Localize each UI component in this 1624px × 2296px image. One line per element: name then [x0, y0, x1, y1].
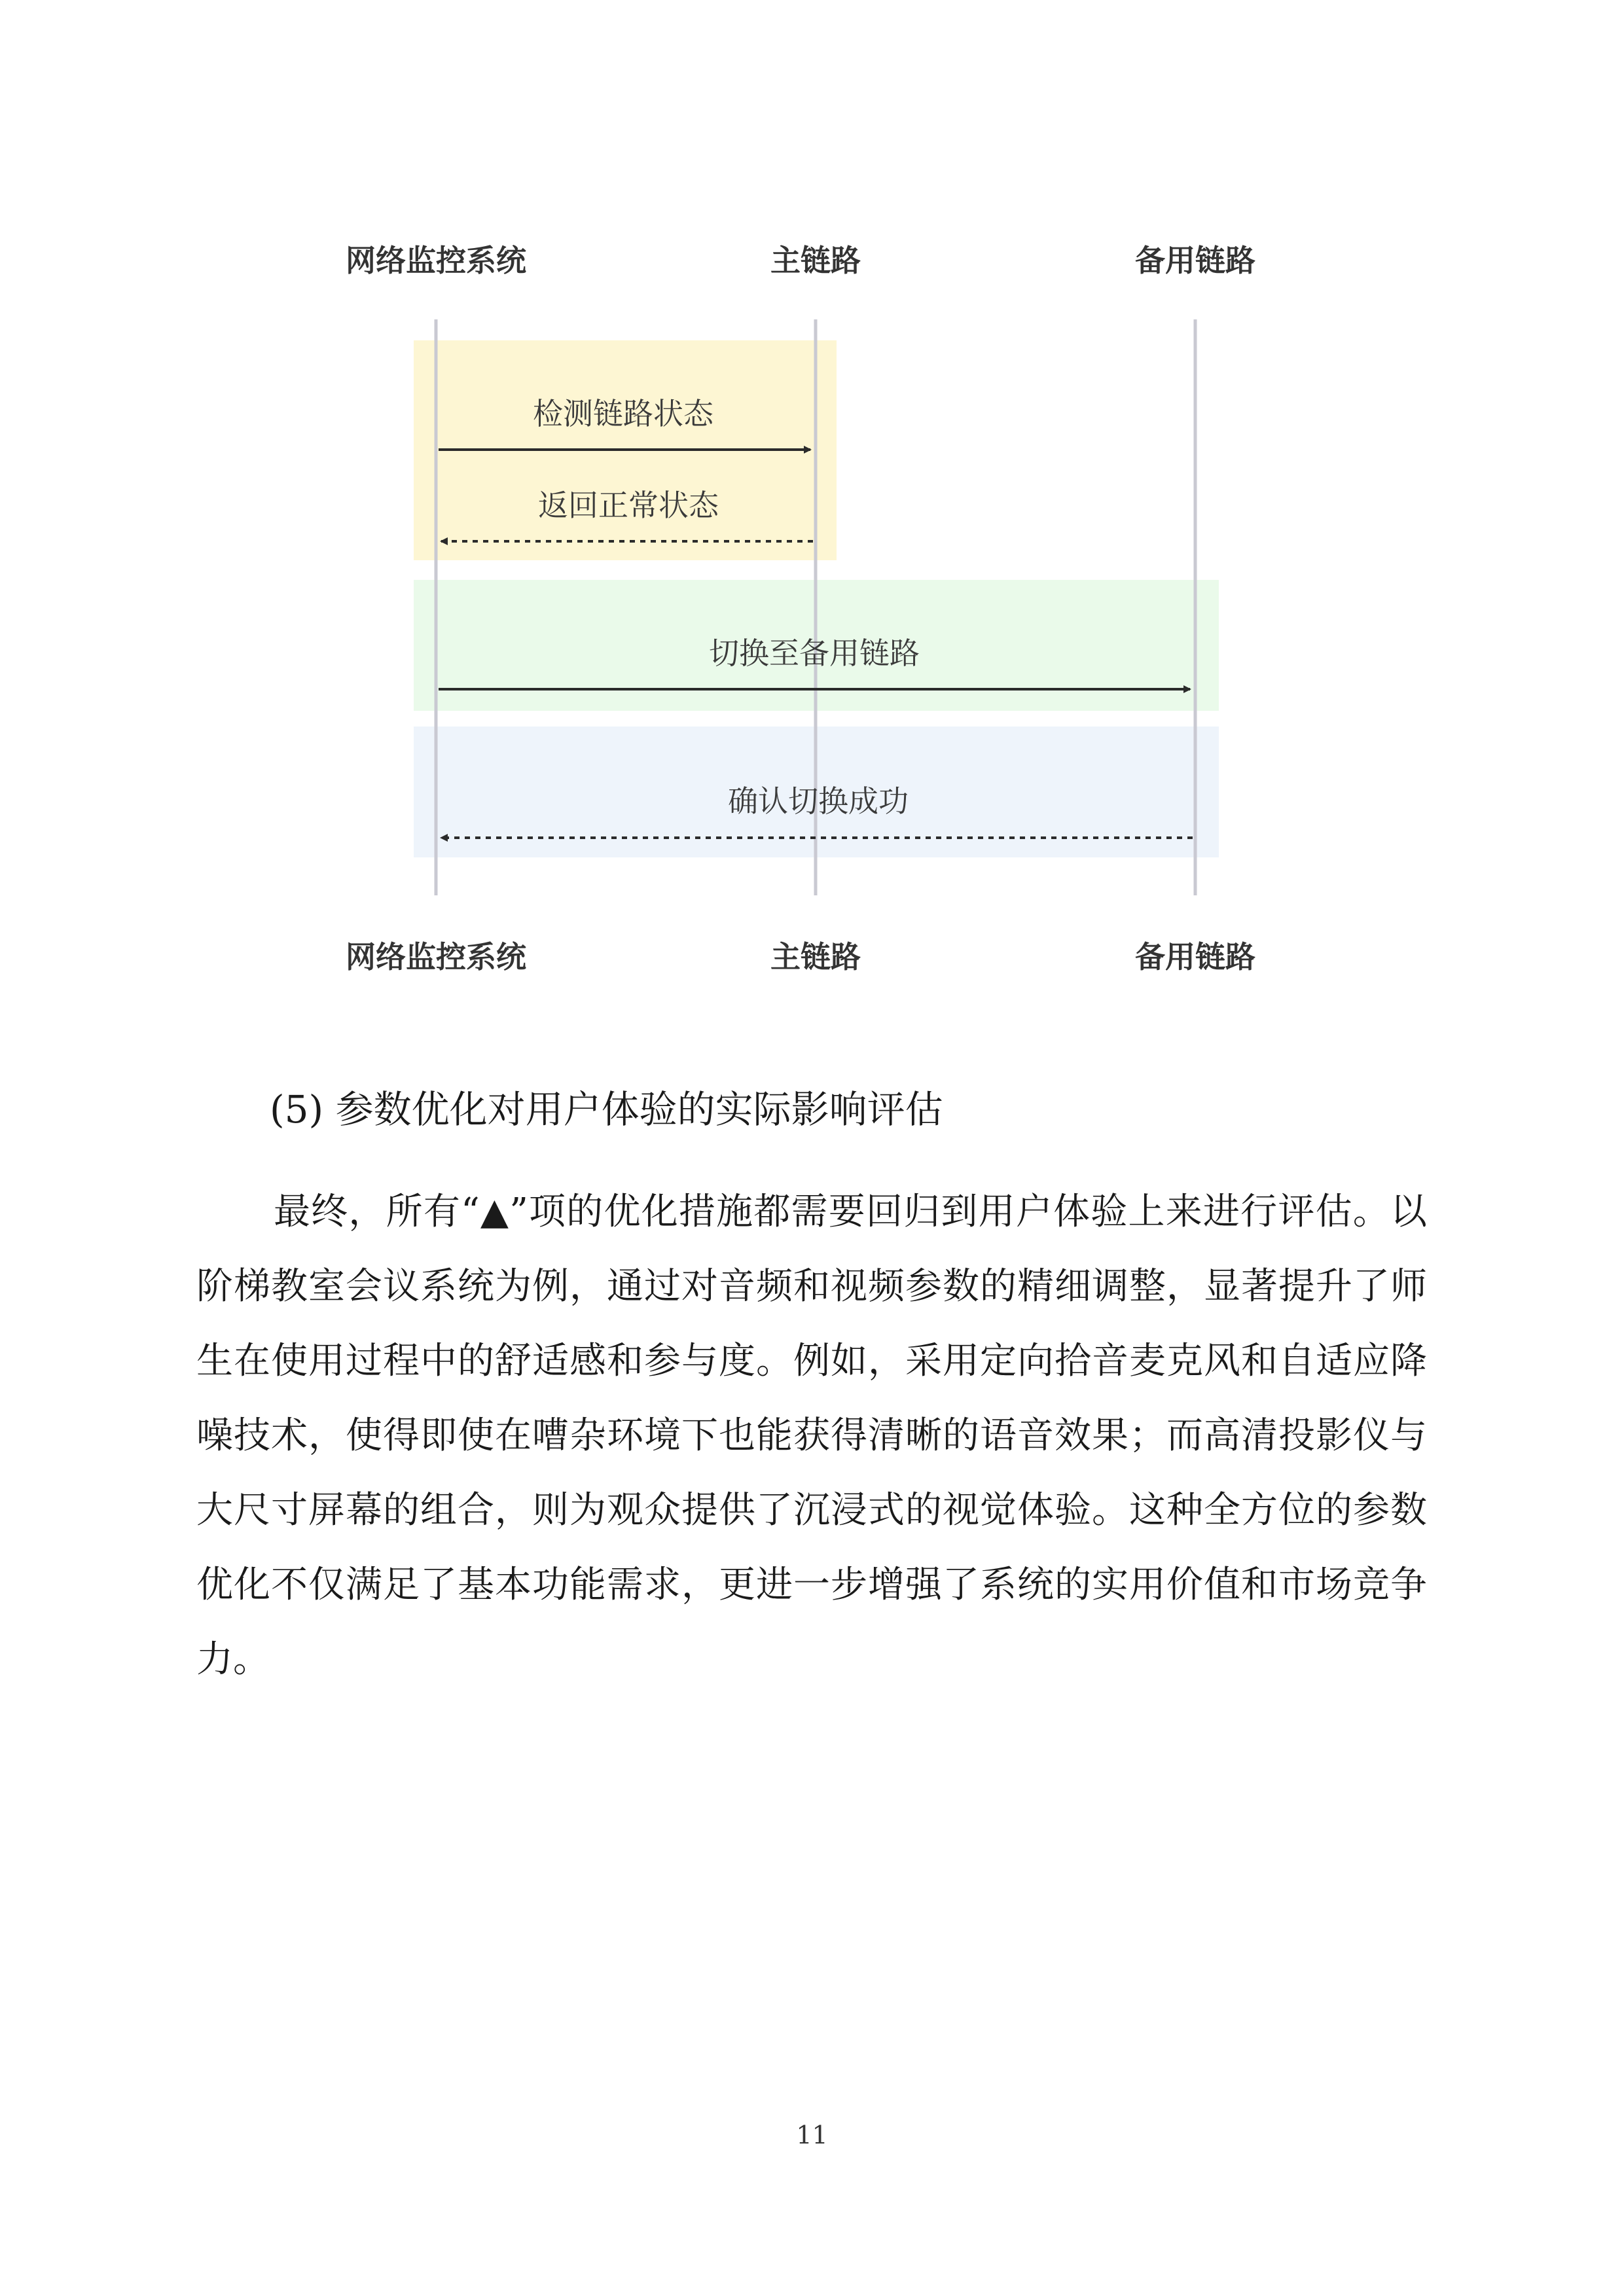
body-paragraph: 最终，所有“▲”项的优化措施都需要回归到用户体验上来进行评估。以阶梯教室会议系统为例，通过对音频和视频参数的精细调整，显著提升了师生在使用过程中的舒适感和参与度。例如，采用定向拾音麦克风和自适应降噪技术，使得即使在嘈杂环境下也能获得清晰的语音效果；而高清投影仪与大尺寸屏幕的组合，则为观众提供了沉浸式的视觉体验。这种全方位的参数优化不仅满足了基本功能需求，更进一步增强了系统的实用价值和市场竞争力。: [196, 1191, 1427, 1681]
message-label-return-normal: 返回正常状态: [538, 488, 719, 523]
participant-label-bottom-backup-link: 备用链路: [1135, 939, 1255, 975]
page-number: 11: [796, 2121, 828, 2149]
section-heading: (5) 参数优化对用户体验的实际影响评估: [270, 1087, 943, 1132]
participant-label-top-primary-link: 主链路: [770, 243, 861, 278]
participant-label-top-network-monitor: 网络监控系统: [346, 243, 526, 278]
participant-label-bottom-network-monitor: 网络监控系统: [346, 939, 526, 975]
sequence-diagram: [0, 0, 1624, 1021]
message-label-switch-backup: 切换至备用链路: [709, 636, 920, 671]
participant-label-bottom-primary-link: 主链路: [770, 939, 861, 975]
message-label-confirm-switch: 确认切换成功: [728, 783, 909, 819]
message-label-check-link: 检测链路状态: [533, 396, 713, 431]
participant-label-top-backup-link: 备用链路: [1135, 243, 1255, 278]
